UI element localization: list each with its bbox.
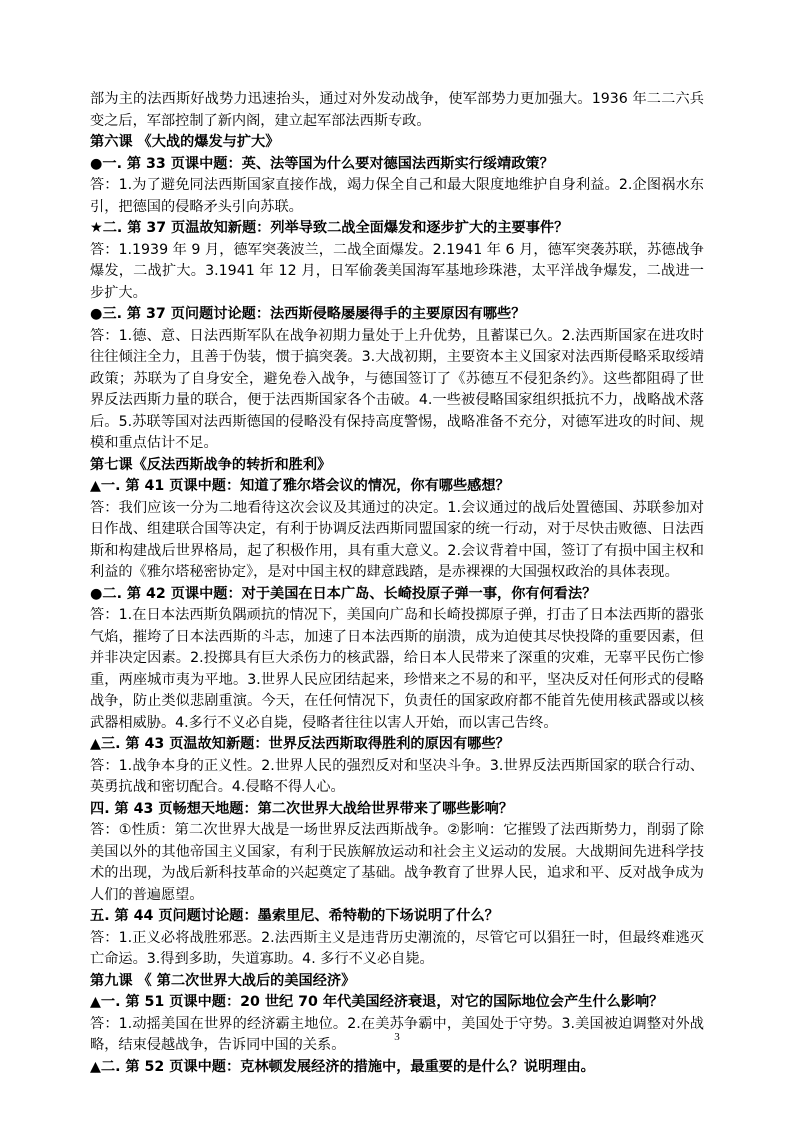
question: ●二. 第 42 页课中题：对于美国在日本广岛、长崎投原子弹一事，你有何看法？: [90, 585, 597, 602]
question: ★二. 第 37 页温故知新题：列举导致二战全面爆发和逐步扩大的主要事件？: [90, 220, 569, 236]
page-number: 3: [394, 1031, 400, 1043]
answer: 答：1.动摇美国在世界的经济霸主地位。2.在美苏争霸中，美国处于守势。3.美国被迫调整对外战略，结束侵越战争，告诉同中国的关系。: [90, 1015, 704, 1053]
question: ▲三. 第 43 页温故知新题：世界反法西斯取得胜利的原因有哪些？: [90, 736, 510, 752]
answer: 答：1.正义必将战胜邪恶。2.法西斯主义是违背历史潮流的，尽管它可以猖狂一时，但最终难逃灭亡命运。3.得到多助，失道寡助。4. 多行不义必自毙。: [90, 929, 704, 967]
section-heading: 第七课《反法西斯战争的转折和胜利》: [90, 456, 332, 473]
question: ▲一. 第 41 页课中题：知道了雅尔塔会议的情况，你有哪些感想？: [90, 478, 510, 494]
question: ▲二. 第 52 页课中题：克林顿发展经济的措施中，最重要的是什么？说明理由。: [90, 1058, 595, 1075]
question: ●三. 第 37 页问题讨论题：法西斯侵略屡屡得手的主要原因有哪些？: [90, 306, 526, 322]
question: 四. 第 43 页畅想天地题：第二次世界大战给世界带来了哪些影响？: [90, 800, 514, 817]
answer: 答：①性质：第二次世界大战是一场世界反法西斯战争。②影响：它摧毁了法西斯势力，削弱了除美国以外的其他帝国主义国家，有利于民族解放运动和社会主义运动的发展。大战期间先进科学技术的出现，为战后新科技革命的兴起奠定了基础。战争教育了世界人民，追求和平、反对战争成为人们的普遍愿望。: [90, 822, 704, 903]
answer: 答：我们应该一分为二地看待这次会议及其通过的决定。1.会议通过的战后处置德国、苏联参加对日作战、组建联合国等决定，有利于协调反法西斯同盟国家的统一行动，对于尽快击败德、日法西斯和构建战后世界格局，起了积极作用，具有重大意义。2.会议背着中国，签订了有损中国主权和利益的《雅尔塔秘密协定》，是对中国主权的肆意践踏，是赤裸裸的大国强权政治的具体表现。: [90, 499, 704, 580]
document-body: [90, 89, 704, 1078]
section-heading: 第六课 《大战的爆发与扩大》: [90, 134, 280, 150]
answer: 答：1.在日本法西斯负隅顽抗的情况下，美国向广岛和长崎投掷原子弹，打击了日本法西斯的嚣张气焰，摧垮了日本法西斯的斗志，加速了日本法西斯的崩溃，成为迫使其尽快投降的重要因素，但并非决定因素。2.投掷具有巨大杀伤力的核武器，给日本人民带来了深重的灾难，无辜平民伤亡惨重，两座城市夷为平地。3.世界人民应团结起来，珍惜来之不易的和平，坚决反对任何形式的侵略战争，防止类似悲剧重演。今天，在任何情况下，负责任的国家政府都不能首先使用核武器或以核武器相威胁。4.多行不义必自毙，侵略者往往以害人开始，而以害己告终。: [90, 607, 704, 731]
answer: 答：1.1939 年 9 月，德军突袭波兰，二战全面爆发。2.1941 年 6 月，德军突袭苏联，苏德战争爆发，二战扩大。3.1941 年 12 月，日军偷袭美国海军基地珍珠港，太平洋战争爆发，二战进一步扩大。: [90, 241, 704, 301]
answer: 答：1.战争本身的正义性。2.世界人民的强烈反对和坚决斗争。3.世界反法西斯国家的联合行动、英勇抗战和密切配合。4.侵略不得人心。: [90, 757, 704, 795]
section-heading: 第九课 《 第二次世界大战后的美国经济》: [90, 972, 356, 989]
paragraph: 部为主的法西斯好战势力迅速抬头，通过对外发动战争，使军部势力更加强大。1936 年二二六兵变之后，军部控制了新内阁，建立起军部法西斯专政。: [90, 91, 704, 129]
question: 五. 第 44 页问题讨论题：墨索里尼、希特勒的下场说明了什么？: [90, 908, 499, 924]
question: ▲一. 第 51 页课中题：20 世纪 70 年代美国经济衰退，对它的国际地位会产生什么影响？: [90, 994, 664, 1010]
answer: 答：1.德、意、日法西斯军队在战争初期力量处于上升优势，且蓄谋已久。2.法西斯国家在进攻时往往倾注全力，且善于伪装，惯于搞突袭。3.大战初期，主要资本主义国家对法西斯侵略采取绥靖政策；苏联为了自身安全，避免卷入战争，与德国签订了《苏德互不侵犯条约》。这些都阻碍了世界反法西斯力量的联合，便于法西斯国家各个击破。4.一些被侵略国家组织抵抗不力，战略战术落后。5.苏联等国对法西斯德国的侵略没有保持高度警惕，战略准备不充分，对德军进攻的时间、规模和重点估计不足。: [90, 327, 704, 451]
question: ●一. 第 33 页课中题：英、法等国为什么要对德国法西斯实行绥靖政策？: [90, 155, 554, 172]
answer: 答：1.为了避免同法西斯国家直接作战，竭力保全自己和最大限度地维护自身利益。2.企图祸水东引，把德国的侵略矛头引向苏联。: [90, 177, 704, 215]
